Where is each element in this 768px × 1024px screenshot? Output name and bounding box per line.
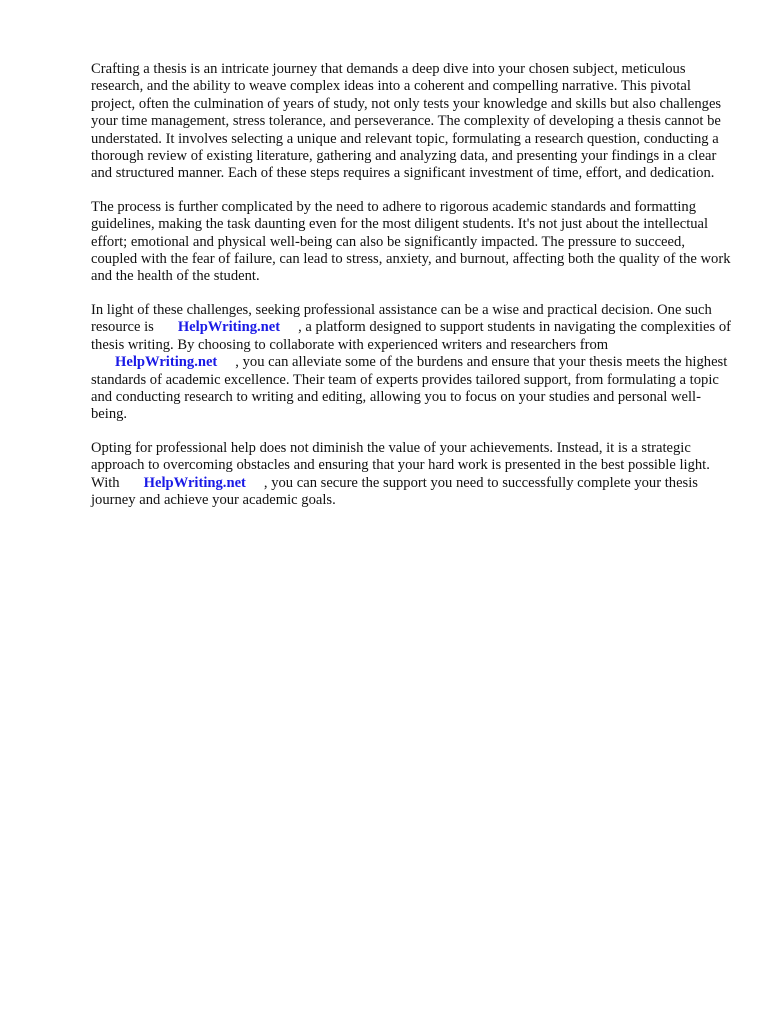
- paragraph-assistance-text-1: In light of these challenges, seeking professional assistance can be a wise and practical decision. One such resource is: [91, 301, 712, 336]
- paragraph-assistance-text-2: , a platform designed to support students in navigating the complexities of thesis writing. By choosing to collaborate with experienced writers and researchers from: [91, 319, 731, 353]
- paragraph-conclusion-text-1: Opting for professional help does not diminish the value of your achievements. Instead, it is a strategic approach to overcoming obstacles and ensuring that your hard work is presented in the best possible light. With: [91, 439, 710, 491]
- helpwriting-link[interactable]: HelpWriting.net: [115, 354, 218, 371]
- document-body: [91, 61, 731, 525]
- paragraph-challenges: The process is further complicated by the need to adhere to rigorous academic standards and formatting guidelines, making the task daunting even for the most diligent students. It's not just about the intellectual effort; emotional and physical well-being can also be significantly impacted. The pressure to succeed, coupled with the fear of failure, can lead to stress, anxiety, and burnout, affecting both the quality of the work and the health of the student.: [91, 198, 731, 285]
- helpwriting-link[interactable]: HelpWriting.net: [143, 474, 246, 491]
- helpwriting-link[interactable]: HelpWriting.net: [177, 319, 281, 336]
- paragraph-conclusion-text-2: , you can secure the support you need to successfully complete your thesis journey and achieve your academic goals.: [91, 474, 698, 508]
- paragraph-assistance-text-3: , you can alleviate some of the burdens and ensure that your thesis meets the highest standards of academic excellence. Their team of experts provides tailored support, from formulating a topic and conducting research to writing and editing, allowing you to focus on your studies and personal well-being.: [91, 354, 728, 423]
- paragraph-conclusion: [91, 440, 731, 510]
- paragraph-assistance: [91, 302, 731, 424]
- paragraph-intro: Crafting a thesis is an intricate journey that demands a deep dive into your chosen subject, meticulous research, and the ability to weave complex ideas into a coherent and compelling narrative. This pivotal project, often the culmination of years of study, not only tests your knowledge and skills but also challenges your time management, stress tolerance, and perseverance. The complexity of developing a thesis cannot be understated. It involves selecting a unique and relevant topic, formulating a research question, conducting a thorough review of existing literature, gathering and analyzing data, and presenting your findings in a clear and structured manner. Each of these steps requires a significant investment of time, effort, and dedication.: [91, 61, 722, 182]
